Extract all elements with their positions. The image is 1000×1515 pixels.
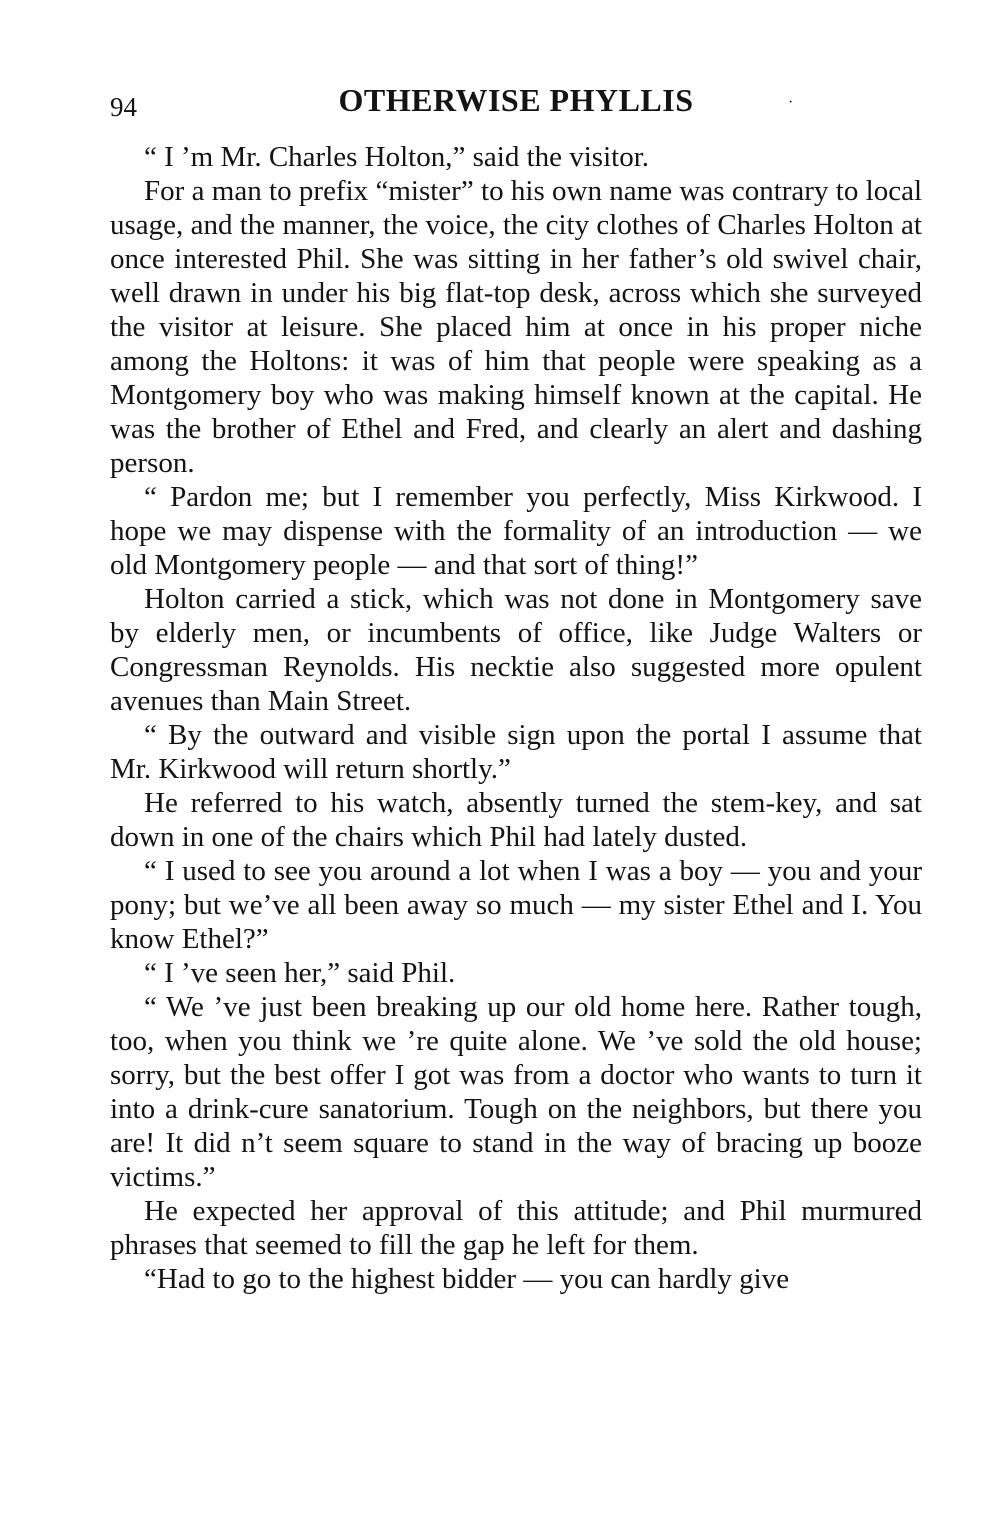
paragraph: “Had to go to the highest bidder — you can hardly give — [144, 1263, 790, 1295]
paragraph: For a man to prefix “mister” to his own name was contrary to local usage, and the manner, the voice, the city clothes of Charles Holton at once interested Phil. She was sitting in her father’s old swivel chair, well drawn in under his big flat-top desk, across which she surveyed the visitor at leisure. She placed him at once in his proper niche among the Holtons: it was of him that people were speaking as a Montgomery boy who was making himself known at the capital. He was the brother of Ethel and Fred, and clearly an alert and dashing person. — [110, 175, 922, 479]
running-title: OTHERWISE PHYLLIS — [338, 82, 694, 118]
page-number: 94 — [110, 92, 137, 122]
paragraph: “ I used to see you around a lot when I was a boy — you and your pony; but we’ve all been away so much — my sister Ethel and I. You know Ethel?” — [110, 855, 922, 955]
page-header — [110, 82, 922, 130]
paragraph: “ By the outward and visible sign upon the portal I assume that Mr. Kirkwood will return shortly.” — [110, 719, 922, 785]
paragraph: He referred to his watch, absently turned the stem-key, and sat down in one of the chairs which Phil had lately dusted. — [110, 787, 922, 853]
paragraph: He expected her approval of this attitude; and Phil murmured phrases that seemed to fill the gap he left for them. — [110, 1195, 922, 1261]
body-text — [110, 140, 922, 1296]
print-speck: · — [788, 94, 794, 111]
paragraph: “ Pardon me; but I remember you perfectly, Miss Kirkwood. I hope we may dispense with the formality of an introduction — we old Montgomery people — and that sort of thing!” — [110, 481, 922, 581]
paragraph: “ I ’ve seen her,” said Phil. — [144, 957, 456, 989]
paragraph: Holton carried a stick, which was not done in Montgomery save by elderly men, or incumbents of office, like Judge Walters or Congressman Reynolds. His necktie also suggested more opulent avenues than Main Street. — [110, 583, 922, 717]
paragraph: “ We ’ve just been breaking up our old home here. Rather tough, too, when you think we ’re quite alone. We ’ve sold the old house; sorry, but the best offer I got was from a doctor who wants to turn it into a drink-cure sanatorium. Tough on the neighbors, but there you are! It did n’t seem square to stand in the way of bracing up booze victims.” — [110, 991, 922, 1193]
paragraph: “ I ’m Mr. Charles Holton,” said the visitor. — [144, 141, 650, 173]
